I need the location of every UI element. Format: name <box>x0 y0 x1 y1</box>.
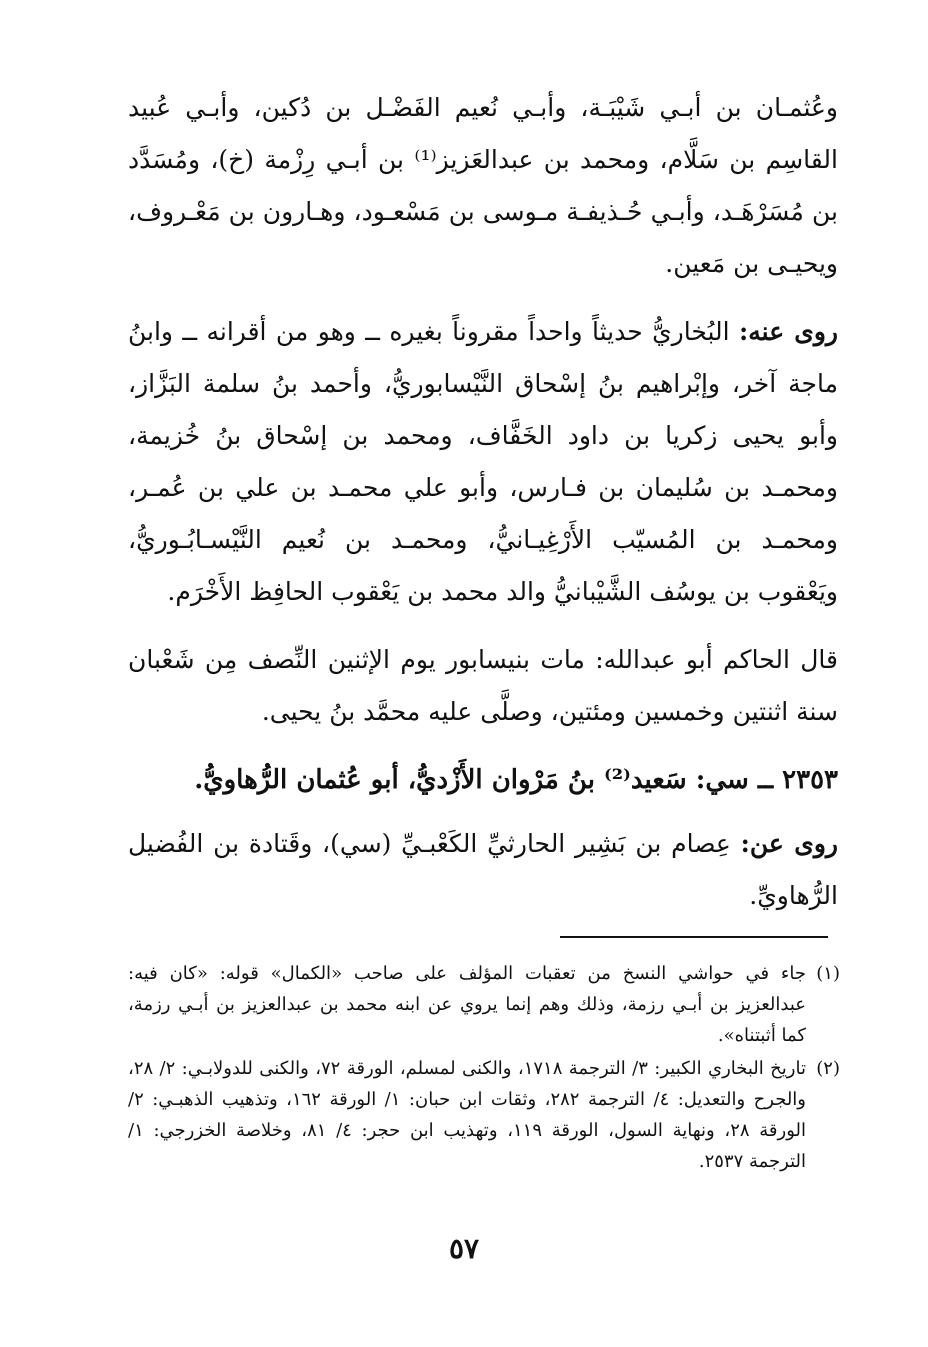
footnote-number: (٢) <box>816 1058 840 1079</box>
entry-heading: ٢٣٥٣ ــ سي: سَعيد⁽²⁾ بنُ مَرْوان الأَزْديُّ، أبو عُثمان الرُّهاويُّ. <box>194 765 838 795</box>
footnotes <box>128 958 840 1179</box>
main-text <box>128 82 838 922</box>
page-number: ٥٧ <box>448 1232 480 1265</box>
footnote-number: (١) <box>816 963 840 984</box>
paragraph-narrated-from-him <box>128 306 838 618</box>
footnote-separator <box>560 936 828 938</box>
paragraph-narrated-from <box>128 818 838 922</box>
paragraph-death-note: قال الحاكم أبو عبدالله: مات بنيسابور يوم الإثنين النِّصف مِن شَعْبان سنة اثنتين وخمسين ومئتين، وصلَّى عليه محمَّد بنُ يحيى. <box>128 645 838 726</box>
narrators-list: البُخاريُّ حديثاً واحداً مقروناً بغيره ــ وهو من أقرانه ــ وابنُ ماجة آخر، وإبْراهيم بنُ إسْحاق النَّيْسابوريُّ، وأحمد بنُ سلمة البَزَّاز، وأبو يحيى زكريا بن داود الخَفَّاف، ومحمد بن إسْحاق بنُ خُزيمة، ومحمـد بن سُليمان بن فـارس، وأبو علي محمـد بن علي بن عُمـر، ومحمـد بن المُسيّب الأَرْغِيـانيُّ، ومحمـد بن نُعيم النَّيْسـابُـوريُّ، ويَعْقوب بن يوسُف الشَّيْبانيُّ والد محمد بن يَعْقوب الحافِظ الأَخْرَم. <box>128 317 838 606</box>
label-narrated-from: روى عن: <box>740 829 839 858</box>
paragraph-teachers-continued: وعُثمـان بن أبـي شَيْبَـة، وأبـي نُعيم الفَضْـل بن دُكين، وأبـي عُبيد القاسِم بن سَلَّام، ومحمد بن عبدالعَزيز⁽¹⁾ بن أبـي رِزْمة (خ)، ومُسَدَّد بن مُسَرْهَـد، وأبـي حُـذيفـة مـوسى بن مَسْعـود، وهـارون بن مَعْـروف، ويحيـى بن مَعين. <box>128 93 839 278</box>
footnote-2 <box>128 1053 840 1177</box>
teachers-list: عِصام بن بَشِير الحارثيِّ الكَعْبـيِّ (سي)، وقَتادة بن الفُضيل الرُّهاويِّ. <box>128 829 838 910</box>
label-narrated-from-him: روى عنه: <box>739 317 838 346</box>
footnote-text: جاء في حواشي النسخ من تعقبات المؤلف على صاحب «الكمال» قوله: «كان فيه: عبدالعزيز بن أبـي رزمة، وذلك وهم إنما يروي عن ابنه محمد بن عبدالعزيز بن أبـي رزمة، كما أثبتناه». <box>128 963 806 1046</box>
footnote-1 <box>128 958 840 1051</box>
footnote-text: تاريخ البخاري الكبير: ٣/ الترجمة ١٧١٨، والكنى لمسلم، الورقة ٧٢، والكنى للدولابـي: ٢/ ٢٨، والجرح والتعديل: ٤/ الترجمة ٢٨٢، وثقات ابن حبان: ١/ الورقة ١٦٢، وتذهيب الذهبـي: ٢/ الورقة ٢٨، ونهاية السول، الورقة ١١٩، وتهذيب ابن حجر: ٤/ ٨١، وخلاصة الخزرجي: ١/ الترجمة ٢٥٣٧. <box>128 1058 806 1172</box>
